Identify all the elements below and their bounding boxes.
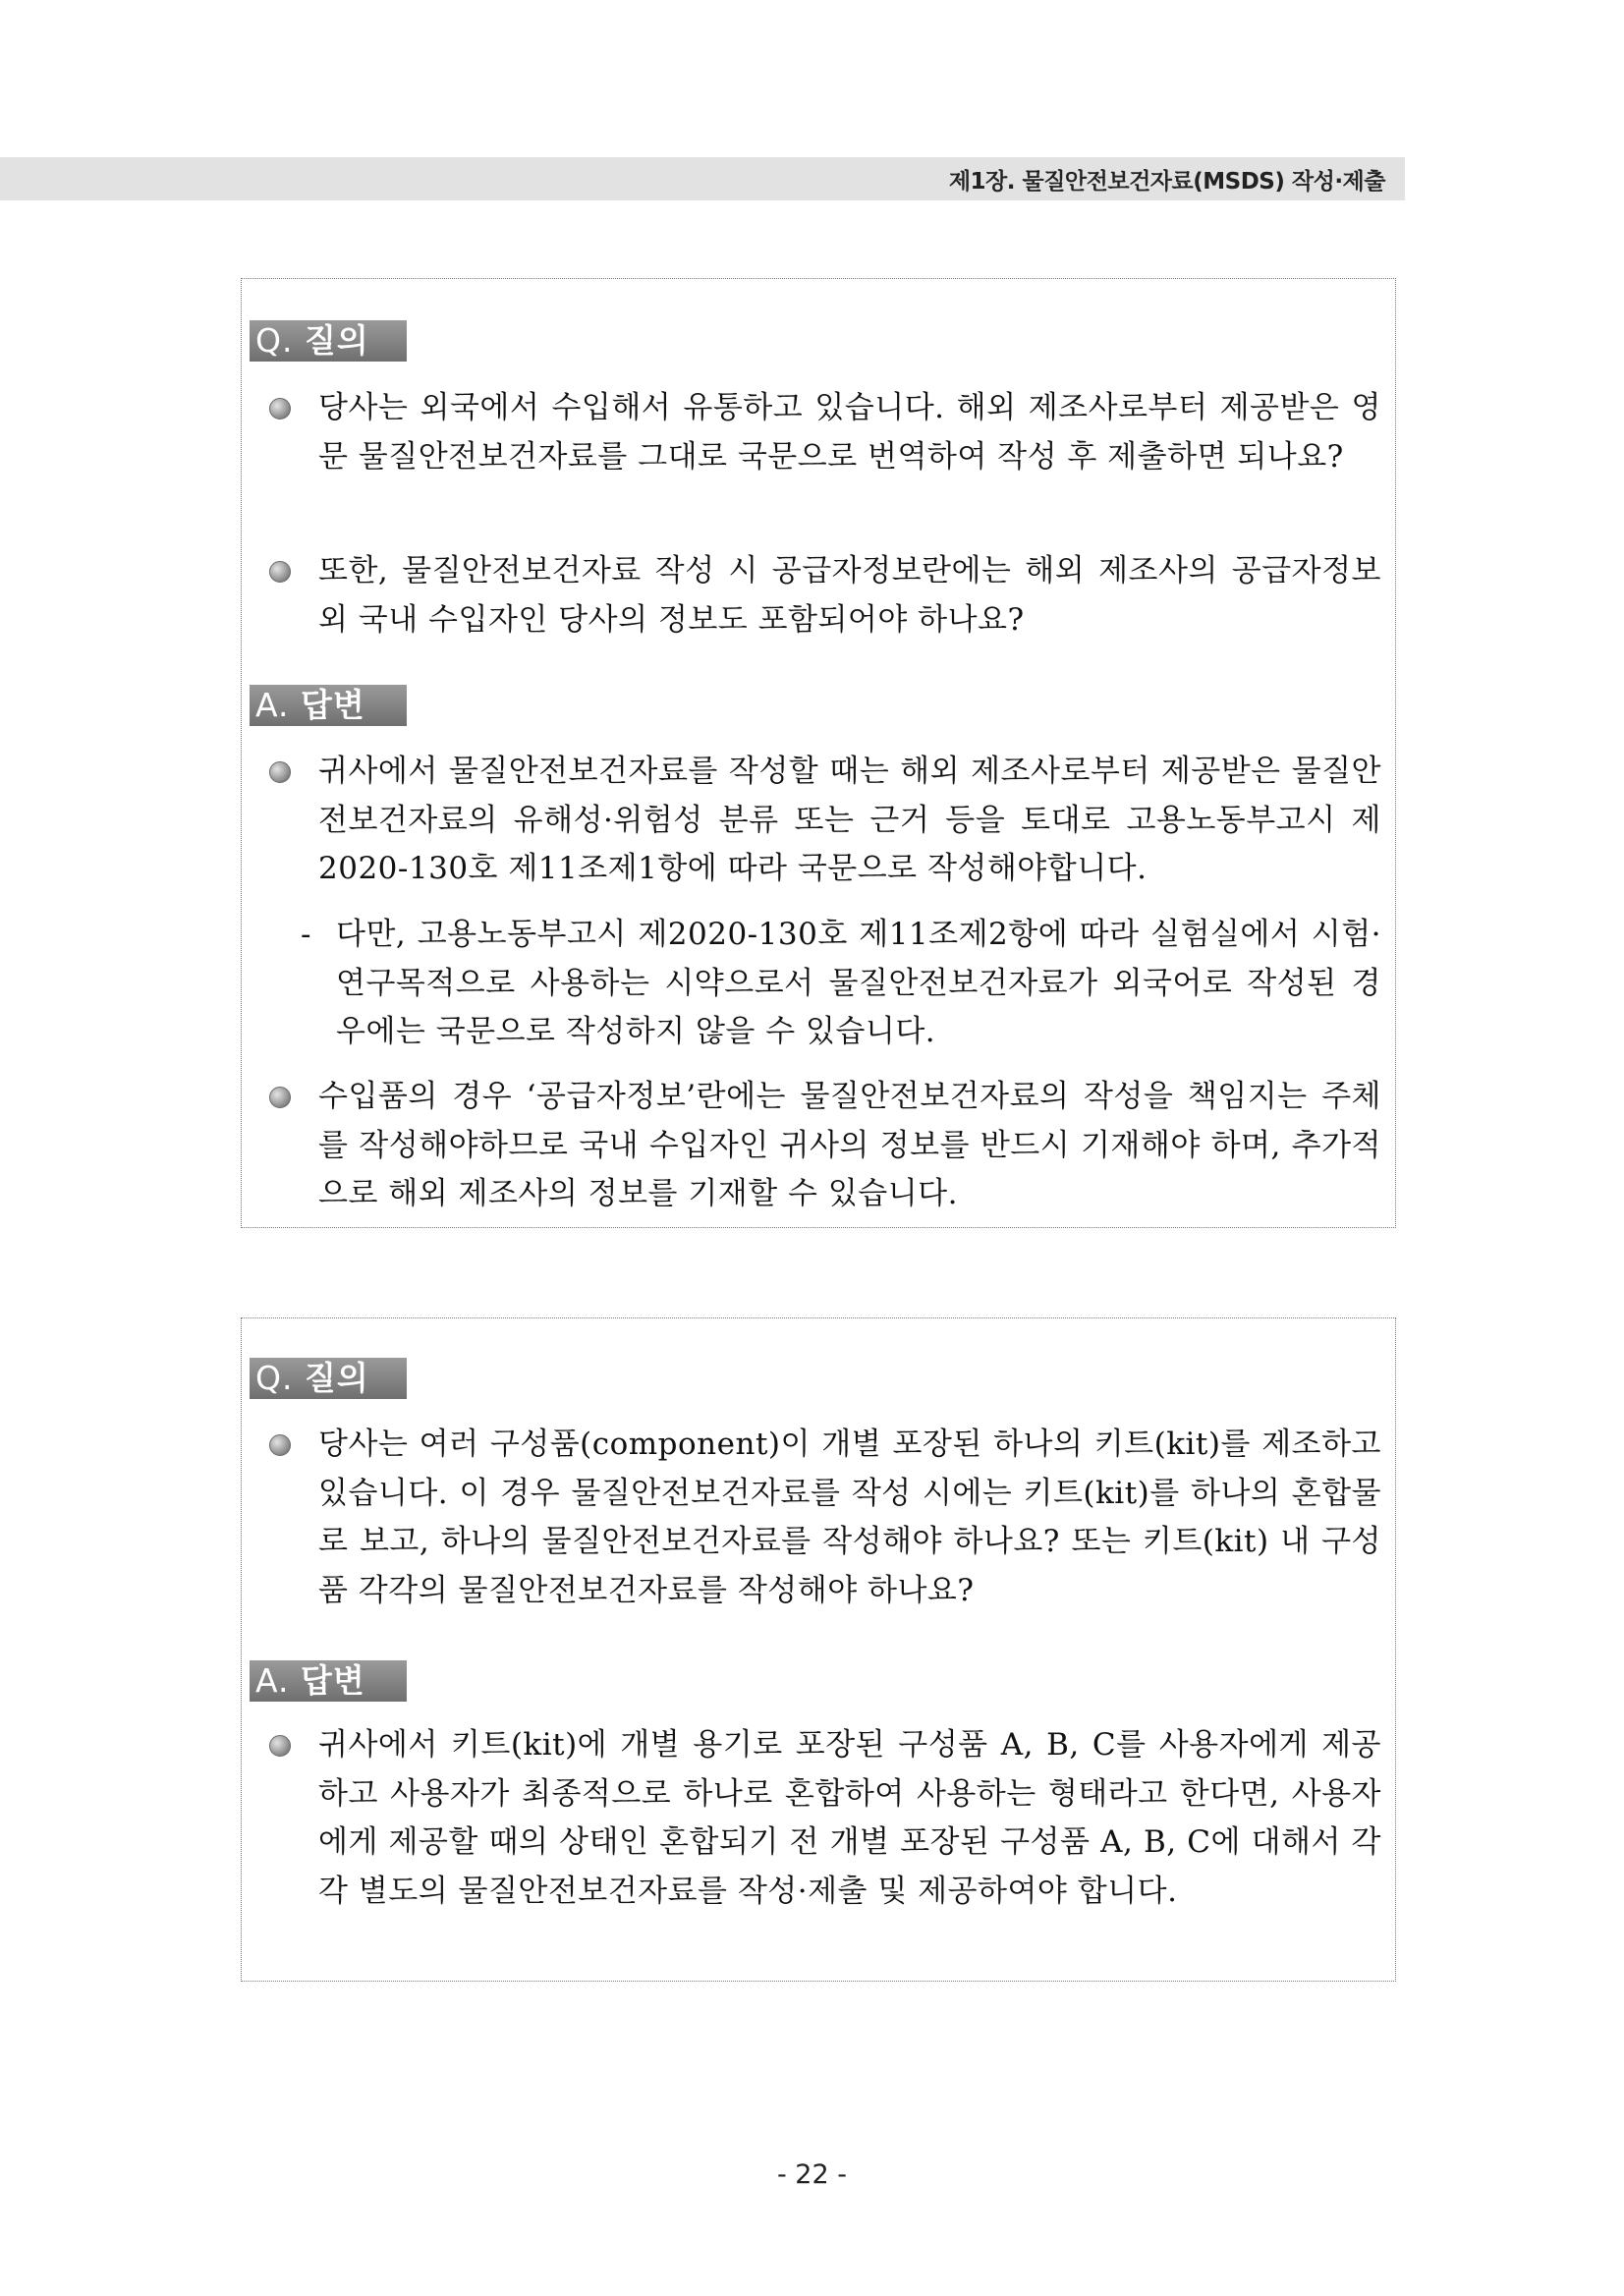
bullet-icon bbox=[269, 561, 291, 583]
answer-label-word: 답변 bbox=[300, 1661, 365, 1700]
answer-label bbox=[250, 1660, 407, 1702]
chapter-header-bar bbox=[0, 157, 1405, 200]
question-label-word: 질의 bbox=[304, 321, 369, 360]
chapter-title: 제1장. 물질안전보건자료(MSDS) 작성·제출 bbox=[948, 169, 1385, 195]
question-text: 또한, 물질안전보건자료 작성 시 공급자정보란에는 해외 제조사의 공급자정보 외 국내 수입자인 당사의 정보도 포함되어야 하나요? bbox=[318, 553, 1381, 638]
bullet-icon bbox=[269, 1434, 291, 1456]
answer-label-word: 답변 bbox=[300, 686, 365, 724]
answer-item bbox=[318, 1721, 1381, 1916]
question-item bbox=[318, 1421, 1381, 1615]
question-text: 당사는 외국에서 수입해서 유통하고 있습니다. 해외 제조사로부터 제공받은 영문 물질안전보건자료를 그대로 국문으로 번역하여 작성 후 제출하면 되나요? bbox=[318, 390, 1381, 475]
question-item bbox=[318, 384, 1381, 481]
answer-item bbox=[318, 748, 1381, 894]
bullet-icon bbox=[269, 398, 291, 420]
answer-text: 귀사에서 키트(kit)에 개별 용기로 포장된 구성품 A, B, C를 사용자에게 제공하고 사용자가 최종적으로 하나로 혼합하여 사용하는 형태라고 한다면, 사용자에게 제공할 때의 상태인 혼합되기 전 개별 포장된 구성품 A, B, C에 대해서 각각 별도의 물질안전보건자료를 작성·제출 및 제공하여야 합니다. bbox=[318, 1727, 1381, 1909]
bullet-icon bbox=[269, 1087, 291, 1108]
bullet-icon bbox=[269, 761, 291, 783]
question-label bbox=[250, 320, 407, 362]
qa-box-2 bbox=[241, 1317, 1396, 1982]
qa-box-1 bbox=[241, 278, 1396, 1228]
answer-text: 귀사에서 물질안전보건자료를 작성할 때는 해외 제조사로부터 제공받은 물질안전보건자료의 유해성·위험성 분류 또는 근거 등을 토대로 고용노동부고시 제2020-130호 제11조제1항에 따라 국문으로 작성해야합니다. bbox=[318, 754, 1381, 886]
answer-item bbox=[318, 1073, 1381, 1219]
answer-label bbox=[250, 685, 407, 726]
question-label-letter: Q. bbox=[255, 1359, 294, 1397]
answer-label-letter: A. bbox=[255, 686, 290, 724]
answer-sub-item bbox=[301, 911, 1381, 1057]
dash-marker: - bbox=[301, 917, 311, 952]
answer-label-letter: A. bbox=[255, 1661, 290, 1700]
question-label bbox=[250, 1358, 407, 1399]
bullet-icon bbox=[269, 1735, 291, 1757]
question-item bbox=[318, 547, 1381, 644]
question-label-letter: Q. bbox=[255, 321, 294, 360]
question-text: 당사는 여러 구성품(component)이 개별 포장된 하나의 키트(kit)를 제조하고 있습니다. 이 경우 물질안전보건자료를 작성 시에는 키트(kit)를 하나의 혼합물로 보고, 하나의 물질안전보건자료를 작성해야 하나요? 또는 키트(kit) 내 구성품 각각의 물질안전보건자료를 작성해야 하나요? bbox=[318, 1427, 1381, 1608]
answer-sub-text: 다만, 고용노동부고시 제2020-130호 제11조제2항에 따라 실험실에서 시험·연구목적으로 사용하는 시약으로서 물질안전보건자료가 외국어로 작성된 경우에는 국문으로 작성하지 않을 수 있습니다. bbox=[336, 917, 1381, 1049]
page-number: - 22 - bbox=[776, 2159, 847, 2190]
answer-text: 수입품의 경우 ‘공급자정보’란에는 물질안전보건자료의 작성을 책임지는 주체를 작성해야하므로 국내 수입자인 귀사의 정보를 반드시 기재해야 하며, 추가적으로 해외 제조사의 정보를 기재할 수 있습니다. bbox=[318, 1079, 1381, 1211]
question-label-word: 질의 bbox=[304, 1359, 369, 1397]
